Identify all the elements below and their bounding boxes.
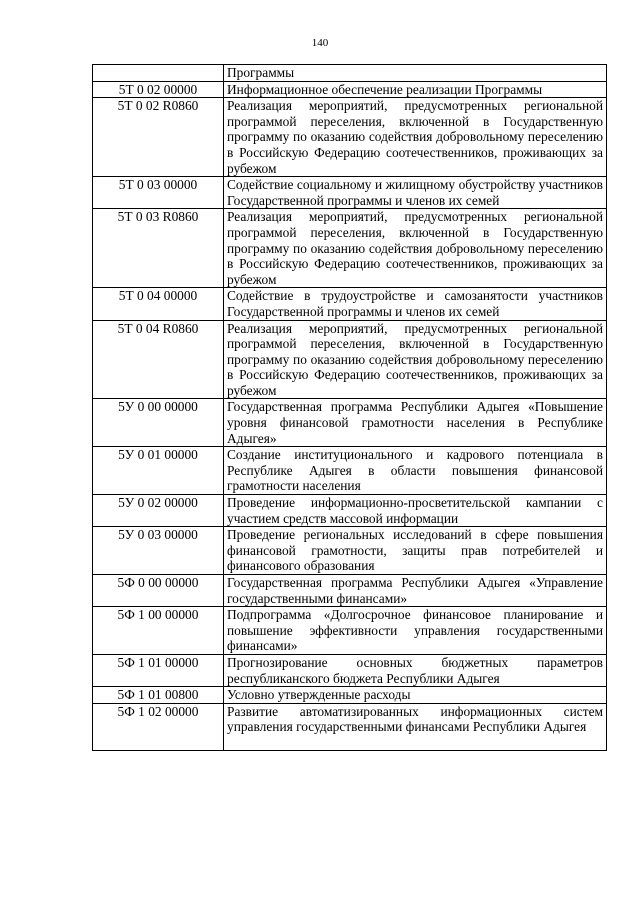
table-row — [93, 81, 607, 98]
row-code: 5У 0 01 00000 — [93, 447, 224, 495]
table-row — [93, 177, 607, 209]
table-row — [93, 209, 607, 288]
row-description: Программы — [224, 65, 607, 82]
row-code: 5Ф 1 02 00000 — [93, 703, 224, 750]
row-description: Реализация мероприятий, предусмотренных региональной программой переселения, включенной в Государственную программу по оказанию содействия добровольному переселению в Российскую Федерацию соотечественников, проживающих за рубежом — [224, 320, 607, 399]
table-row — [93, 607, 607, 655]
table-row — [93, 495, 607, 527]
row-description-text: Развитие автоматизированных информационных систем управления государственными финансами Республики Адыгея — [227, 703, 603, 735]
table-row — [93, 65, 607, 82]
row-code — [93, 65, 224, 82]
page-number: 140 — [311, 37, 329, 49]
table-row — [93, 447, 607, 495]
row-description: Прогнозирование основных бюджетных параметров республиканского бюджета Республики Адыгея — [224, 654, 607, 686]
row-code: 5У 0 02 00000 — [93, 495, 224, 527]
table-row — [93, 527, 607, 575]
row-description — [224, 703, 607, 750]
table-row — [93, 703, 607, 750]
row-description: Содействие в трудоустройстве и самозанятости участников Государственной программы и членов их семей — [224, 288, 607, 320]
row-description: Подпрограмма «Долгосрочное финансовое планирование и повышение эффективности управления государственными финансами» — [224, 607, 607, 655]
row-code: 5Т 0 04 R0860 — [93, 320, 224, 399]
table-row — [93, 98, 607, 177]
row-code: 5Ф 1 00 00000 — [93, 607, 224, 655]
table-row — [93, 320, 607, 399]
row-description: Условно утвержденные расходы — [224, 687, 607, 704]
row-code: 5У 0 00 00000 — [93, 399, 224, 447]
row-code: 5Ф 1 01 00800 — [93, 687, 224, 704]
row-code: 5У 0 03 00000 — [93, 527, 224, 575]
row-description: Проведение информационно-просветительской кампании с участием средств массовой информации — [224, 495, 607, 527]
row-description: Информационное обеспечение реализации Программы — [224, 81, 607, 98]
row-description: Создание институционального и кадрового потенциала в Республике Адыгея в области повышения финансовой грамотности населения — [224, 447, 607, 495]
row-description: Государственная программа Республики Адыгея «Повышение уровня финансовой грамотности населения в Республике Адыгея» — [224, 399, 607, 447]
table-row — [93, 575, 607, 607]
row-code: 5Т 0 02 00000 — [93, 81, 224, 98]
row-code: 5Т 0 04 00000 — [93, 288, 224, 320]
budget-classification-table — [92, 64, 607, 751]
row-description: Реализация мероприятий, предусмотренных региональной программой переселения, включенной в Государственную программу по оказанию содействия добровольному переселению в Российскую Федерацию соотечественников, проживающих за рубежом — [224, 209, 607, 288]
row-description: Проведение региональных исследований в сфере повышения финансовой грамотности, защиты прав потребителей и финансового образования — [224, 527, 607, 575]
row-code: 5Ф 0 00 00000 — [93, 575, 224, 607]
row-description: Государственная программа Республики Адыгея «Управление государственными финансами» — [224, 575, 607, 607]
row-code: 5Т 0 03 R0860 — [93, 209, 224, 288]
row-description: Содействие социальному и жилищному обустройству участников Государственной программы и членов их семей — [224, 177, 607, 209]
table-row — [93, 399, 607, 447]
row-code: 5Т 0 03 00000 — [93, 177, 224, 209]
table-row — [93, 687, 607, 704]
row-code: 5Т 0 02 R0860 — [93, 98, 224, 177]
row-description: Реализация мероприятий, предусмотренных региональной программой переселения, включенной в Государственную программу по оказанию содействия добровольному переселению в Российскую Федерацию соотечественников, проживающих за рубежом — [224, 98, 607, 177]
table-row — [93, 654, 607, 686]
table-row — [93, 288, 607, 320]
row-code: 5Ф 1 01 00000 — [93, 654, 224, 686]
